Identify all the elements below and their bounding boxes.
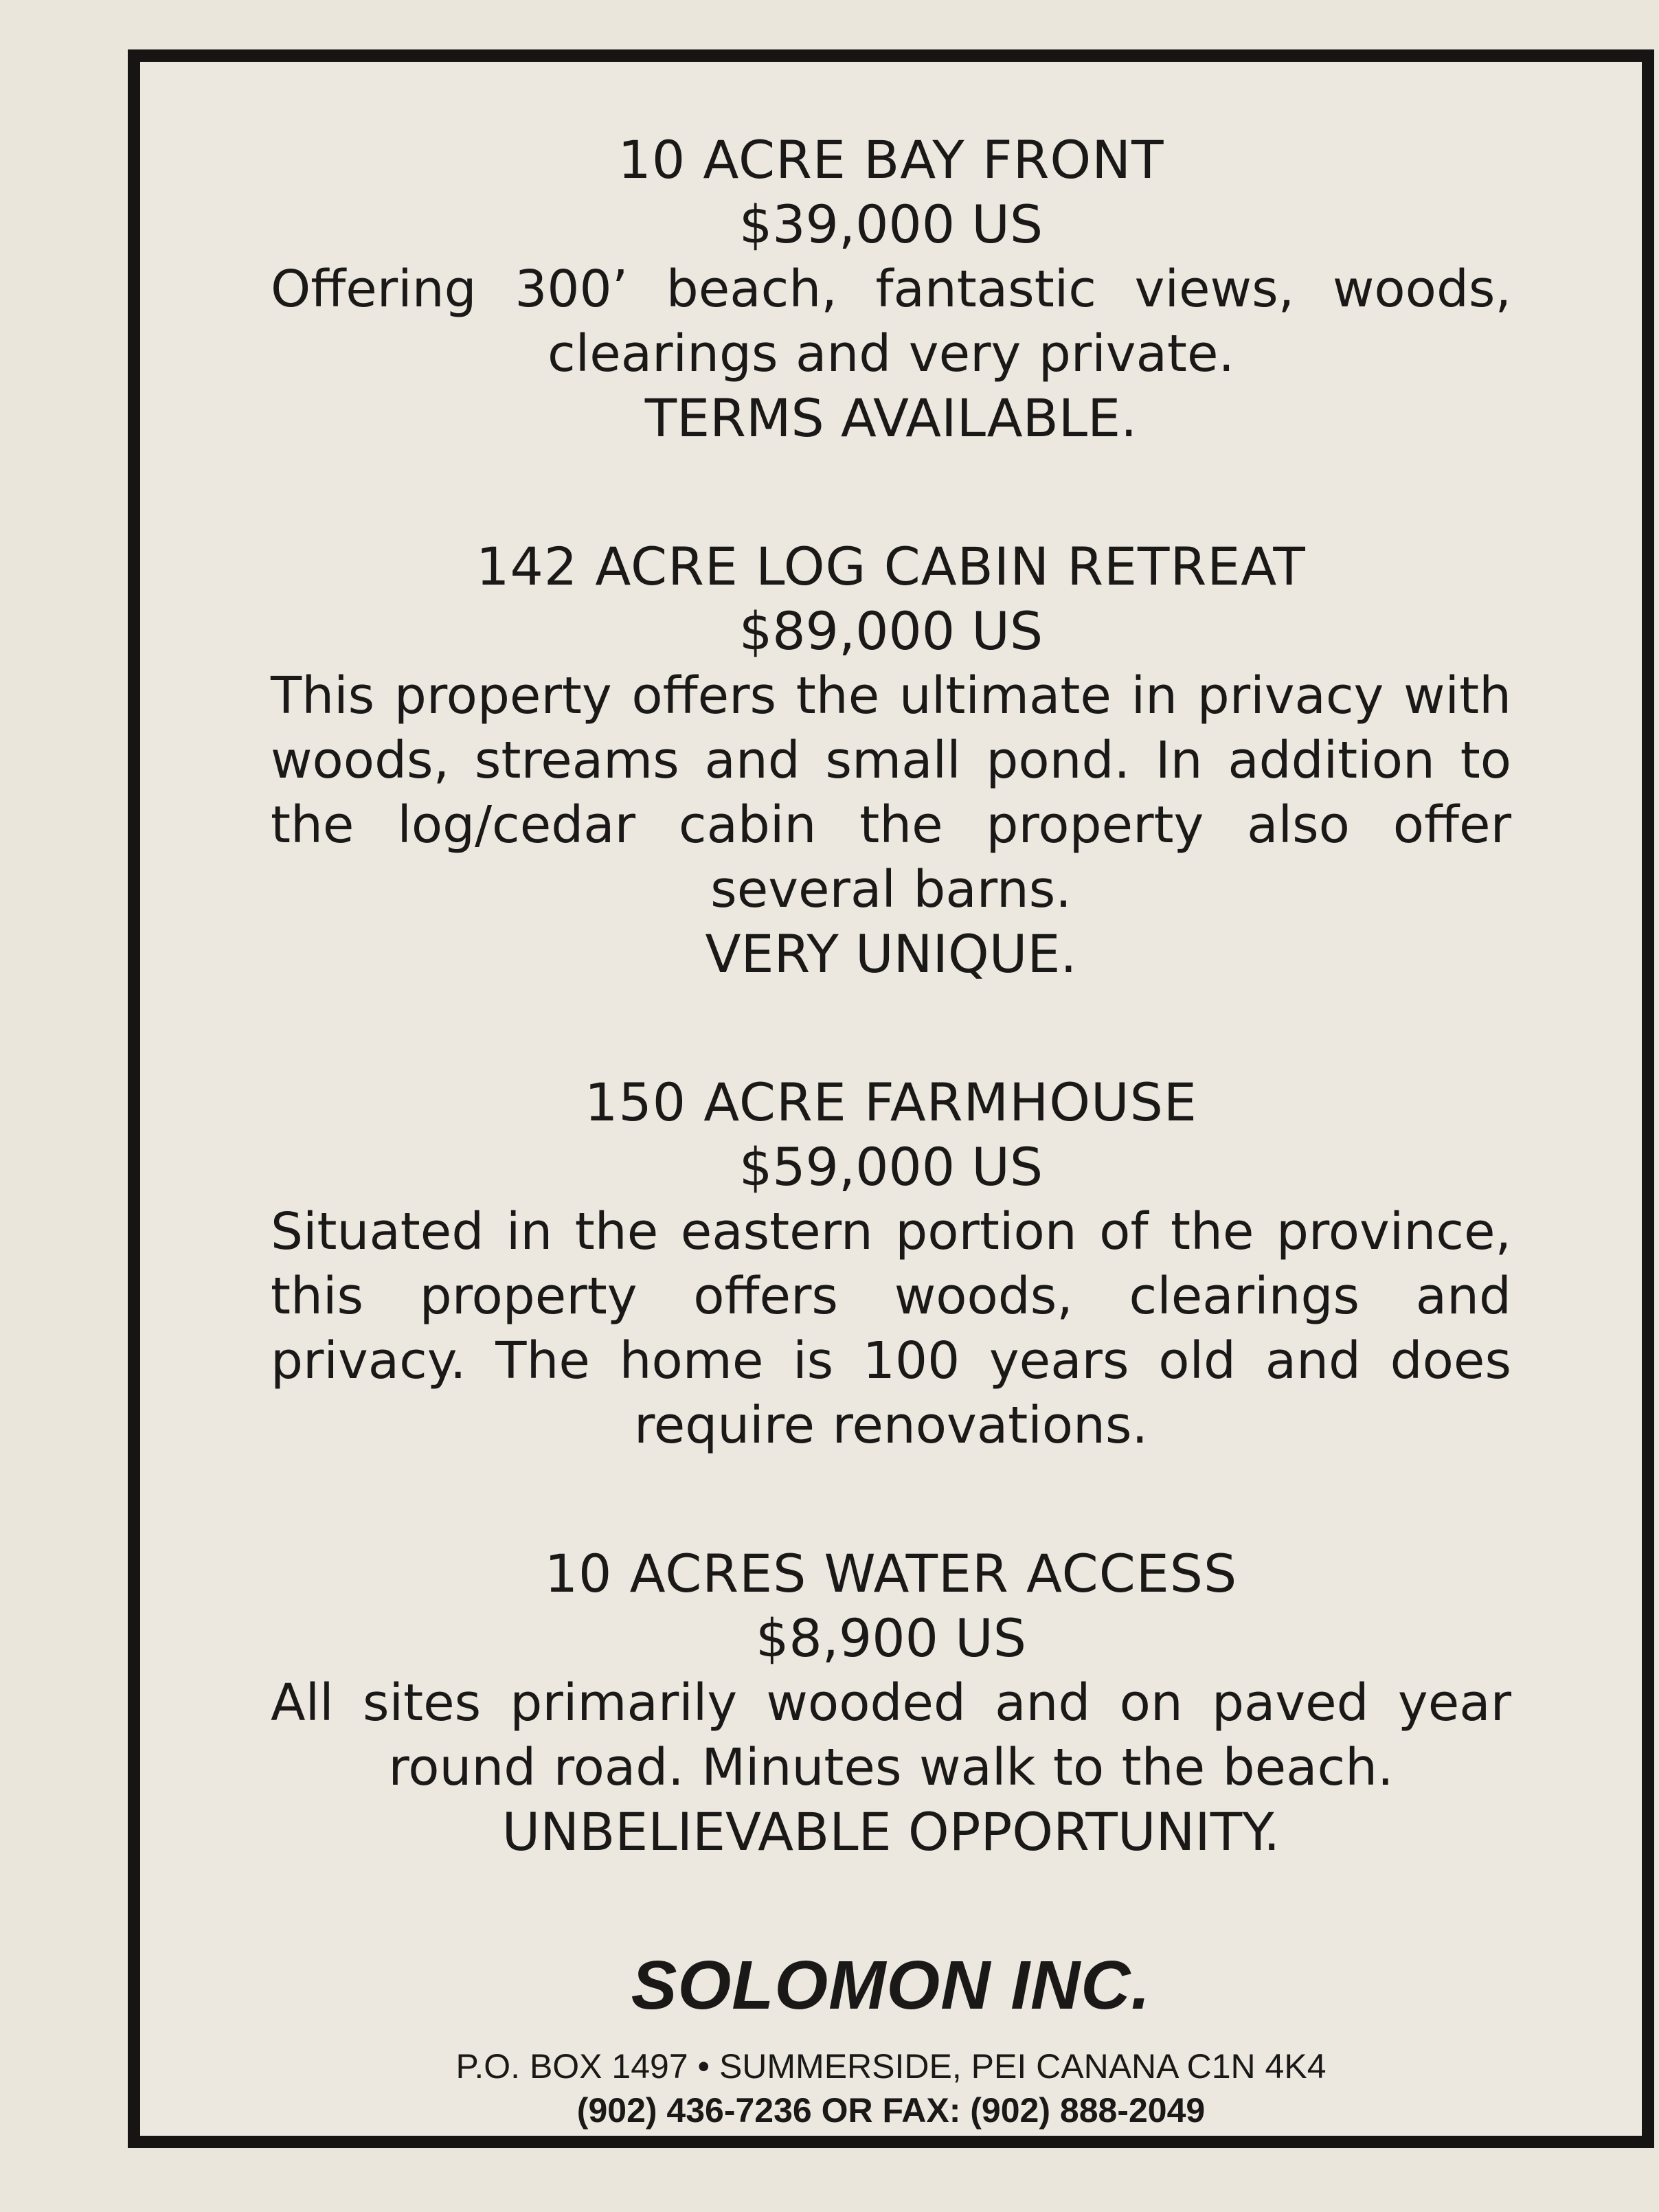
listing-title: 150 ACRE FARMHOUSE <box>585 1072 1197 1133</box>
listing-description: Offering 300’ beach, fantastic views, woods, clearings and very private. <box>271 260 1511 383</box>
listing-price: $89,000 US <box>738 600 1043 662</box>
listing-description: This property offers the ultimate in privacy with woods, streams and small pond. In addition to the log/cedar cabin the property also offer several barns. <box>271 666 1511 919</box>
listing-tagline: TERMS AVAILABLE. <box>644 387 1138 449</box>
listing-title: 142 ACRE LOG CABIN RETREAT <box>476 536 1306 597</box>
listing-price: $39,000 US <box>738 194 1043 255</box>
listing-farmhouse <box>271 1070 1511 1458</box>
company-phone: (902) 436-7236 OR FAX: (902) 888-2049 <box>576 2091 1206 2130</box>
listing-log-cabin <box>271 534 1511 986</box>
company-name: SOLOMON INC. <box>631 1947 1151 2024</box>
listing-bay-front <box>271 128 1511 451</box>
listing-title: 10 ACRES WATER ACCESS <box>544 1543 1238 1604</box>
listing-description: Situated in the eastern portion of the province, this property offers woods, clearings and privacy. The home is 100 years old and does require renovations. <box>271 1202 1511 1455</box>
listing-tagline: VERY UNIQUE. <box>705 923 1077 984</box>
listing-title: 10 ACRE BAY FRONT <box>618 129 1164 190</box>
listing-water-access <box>271 1542 1511 1864</box>
listing-price: $59,000 US <box>738 1136 1043 1197</box>
company-address: P.O. BOX 1497 • SUMMERSIDE, PEI CANANA C1N 4K4 <box>455 2047 1327 2086</box>
listing-price: $8,900 US <box>756 1607 1026 1669</box>
listing-tagline: UNBELIEVABLE OPPORTUNITY. <box>501 1801 1280 1862</box>
listing-description: All sites primarily wooded and on paved year round road. Minutes walk to the beach. <box>271 1673 1511 1797</box>
ad-border <box>128 49 1654 2148</box>
ad-content <box>271 128 1511 2132</box>
